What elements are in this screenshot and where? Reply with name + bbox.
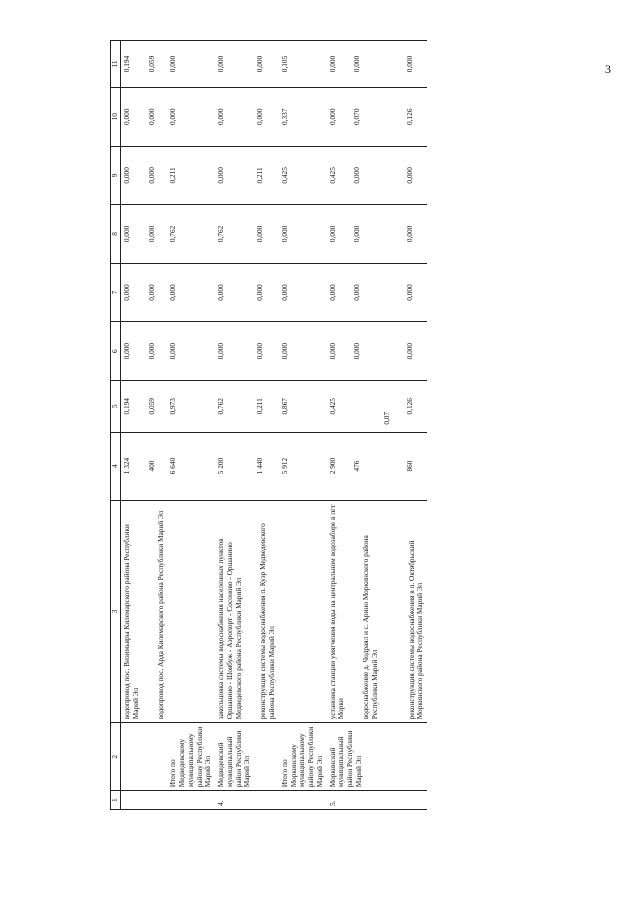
page-number: 3 xyxy=(605,62,611,76)
cell-value: 0,000 xyxy=(122,342,131,360)
cell-value: 0,000 xyxy=(327,108,337,125)
row-number: 4. xyxy=(215,791,279,810)
rotated-table-container xyxy=(110,40,630,810)
cell-value: 400 xyxy=(146,460,156,472)
cell-value: 860 xyxy=(405,460,414,472)
cell-value: 0,070 xyxy=(352,108,362,125)
cell-value: 0,000 xyxy=(122,284,131,301)
cell-value: 0,000 xyxy=(216,342,225,360)
district-name: Моркинский муниципальный район Республики Марий Эл xyxy=(327,723,428,791)
cell-value: 0,000 xyxy=(216,108,225,125)
cell-value: 476 xyxy=(352,460,362,472)
cell-value: 0,211 xyxy=(254,167,264,184)
column-header: 2 xyxy=(111,723,121,791)
cell-value: 0,000 xyxy=(279,322,327,381)
cell-value: 0,105 xyxy=(279,41,327,88)
cell-value: 1 324 xyxy=(122,457,131,475)
cell-value: 0,126 xyxy=(405,398,414,415)
cell-value: 5 912 xyxy=(279,432,327,500)
cell-value: 0,000 xyxy=(405,55,414,73)
cell-value: 5 200 xyxy=(216,457,225,475)
cell-value: 0,425 xyxy=(327,167,337,184)
cell-value: 0,000 xyxy=(405,284,414,301)
object-name xyxy=(167,500,215,723)
cell-value: 0,000 xyxy=(167,87,215,146)
cell-value: 0,000 xyxy=(167,41,215,88)
cell-value: 0,425 xyxy=(327,398,337,415)
cell-value: 0,000 xyxy=(146,225,156,243)
cell-value: 0,000 xyxy=(327,342,337,360)
cell-value: 0,000 xyxy=(327,284,337,301)
column-header: 7 xyxy=(111,263,121,322)
cell-value: 0,337 xyxy=(279,87,327,146)
cell-value: 0,059 xyxy=(146,55,156,73)
cell-value: 0,211 xyxy=(167,146,215,205)
cell-value: 0,000 xyxy=(405,167,414,184)
cell-value: 2 900 xyxy=(327,457,337,475)
row-number: 5. xyxy=(327,791,428,810)
cell-value: 0,425 xyxy=(279,146,327,205)
cell-value: 0,000 xyxy=(352,225,362,243)
column-header: 3 xyxy=(111,500,121,723)
row-number xyxy=(279,791,327,810)
header-row xyxy=(111,41,121,810)
cell-value: 0,194 xyxy=(122,398,131,415)
cell-value: 0,000 xyxy=(352,342,362,360)
table-row xyxy=(279,41,327,810)
cell-value: 0,973 xyxy=(167,380,215,432)
cell-value: 0,000 xyxy=(216,284,225,301)
cell-value: 0,000 xyxy=(279,205,327,264)
cell-value: 0,000 xyxy=(352,284,362,301)
cell-value: 0,000 xyxy=(167,263,215,322)
cell-value: 0,762 xyxy=(167,205,215,264)
column-header: 11 xyxy=(111,41,121,88)
cell-value: 0,000 xyxy=(254,342,264,360)
cell-value: 0,000 xyxy=(216,55,225,73)
district-name xyxy=(121,723,168,791)
cell-value: 0,194 xyxy=(122,55,131,73)
cell-value: 0,000 xyxy=(146,108,156,125)
cell-value: 0,000 xyxy=(146,167,156,184)
cell-value: 0,000 xyxy=(146,342,156,360)
cell-value: 0,126 xyxy=(405,108,414,125)
object-name: реконструкция системы водоснабжения п. Кузр Медведевского района Республики Марий Эл xyxy=(258,523,276,720)
cell-value: 0,000 xyxy=(254,284,264,301)
column-header: 8 xyxy=(111,205,121,264)
table-row xyxy=(121,41,168,810)
column-header: 5 xyxy=(111,380,121,432)
district-total-label: Итого по Медведевскому муниципальному району Республики Марий Эл xyxy=(167,723,215,791)
cell-value: 0,000 xyxy=(122,225,131,243)
table-row xyxy=(327,41,428,810)
column-header: 9 xyxy=(111,146,121,205)
row-number xyxy=(167,791,215,810)
cell-value: 0,762 xyxy=(216,398,225,415)
cell-value: 0,000 xyxy=(405,225,414,243)
cell-value: 0,000 xyxy=(122,167,131,184)
column-header: 6 xyxy=(111,322,121,381)
object-name: закольцовка системы водоснабжения населенных пунктов Оршанино - Шоябуж - Аэропорт - Сосоново - Оршанино Медведевского района Республики Марий Эл xyxy=(216,538,243,720)
cell-value: 6 640 xyxy=(167,432,215,500)
cell-value: 0,000 xyxy=(279,263,327,322)
cell-value: 0,000 xyxy=(146,284,156,301)
row-number xyxy=(121,791,168,810)
cell-value: 0,000 xyxy=(254,108,264,125)
table-row xyxy=(215,41,279,810)
table-row xyxy=(167,41,215,810)
object-name: водопровод пос. Арда Килемарского района Республики Марий Эл xyxy=(155,510,165,720)
cell-value: 0,000 xyxy=(167,322,215,381)
cell-value: 0,000 xyxy=(352,167,362,184)
cell-value: 0,000 xyxy=(122,108,131,125)
cell-value: 0,762 xyxy=(216,225,225,243)
object-name: водоснабжение д. Чодраял и с. Арино Моркинского района Республики Марий Эл xyxy=(361,535,379,720)
district-total-label: Итого по Моркинскому муниципальному району Республики Марий Эл xyxy=(279,723,327,791)
cell-value: 0,867 xyxy=(279,380,327,432)
column-header: 1 xyxy=(111,791,121,810)
district-name: Медведевский муниципальный район Республики Марий Эл xyxy=(215,723,279,791)
cell-value: 0,000 xyxy=(352,55,362,73)
cell-value: 0,000 xyxy=(327,225,337,243)
cell-value: 1 440 xyxy=(254,457,264,475)
cell-value: 0,211 xyxy=(254,398,264,415)
object-name: установка станции умягчения воды на центральном водозаборе в пгт Морки xyxy=(327,504,346,720)
cell-value: 0,000 xyxy=(405,342,414,360)
data-table xyxy=(110,40,427,810)
cell-value: 0,059 xyxy=(146,398,156,415)
cell-value: 0,000 xyxy=(216,167,225,184)
cell-value: 0,07 xyxy=(382,411,392,425)
object-name xyxy=(279,500,327,723)
object-name: водопровод пос. Визимьяры Килемарского района Республики Марий Эл xyxy=(122,524,140,720)
cell-value: 0,000 xyxy=(254,225,264,243)
object-name: реконструкция системы водоснабжения в п. Октябрьский Моркинского района Республики Марий Эл xyxy=(406,540,425,720)
column-header: 4 xyxy=(111,432,121,500)
column-header: 10 xyxy=(111,87,121,146)
cell-value: 0,000 xyxy=(327,55,337,73)
cell-value: 0,000 xyxy=(254,55,264,73)
